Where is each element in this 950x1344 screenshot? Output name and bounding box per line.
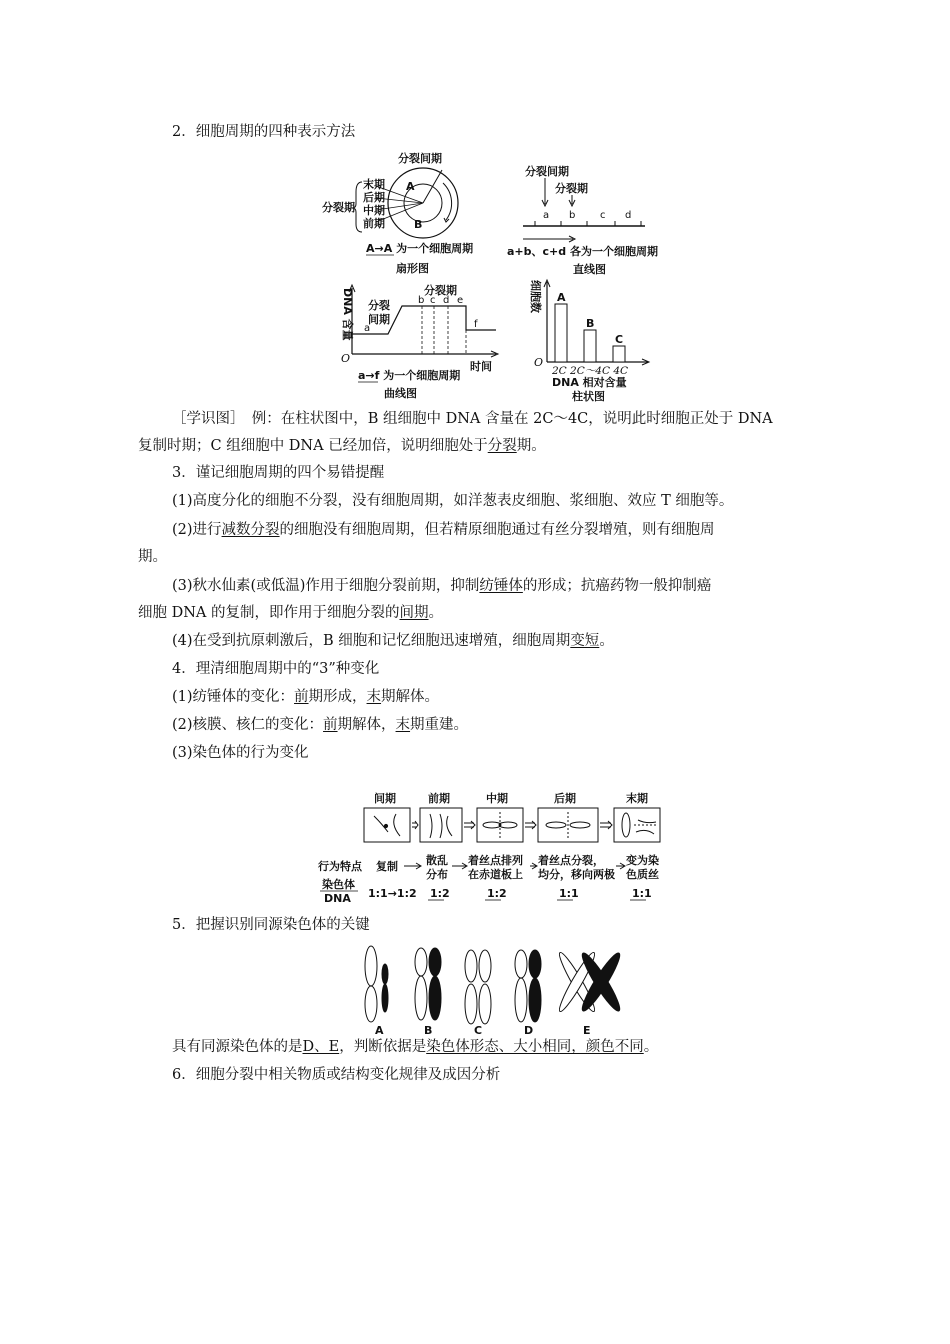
ratio-value: 1:1: [632, 887, 652, 900]
homolog-label: B: [424, 1024, 433, 1037]
ratio-value: 1:1: [559, 887, 579, 900]
homolog-text-a: 具有同源染色体的是: [172, 1039, 303, 1055]
reminder-3b: 的形成；抗癌药物一般抑制癌: [522, 578, 712, 594]
change-1a: (1)纺锤体的变化：: [172, 689, 295, 705]
heading-5: [172, 912, 852, 939]
behavior-label: 色质丝: [626, 868, 659, 881]
change-1-answer-2: 末: [366, 689, 382, 705]
bar-label: B: [586, 317, 595, 330]
curve-point-label: b: [418, 295, 425, 306]
heading-3: [172, 460, 852, 487]
ratio-label-bottom: DNA: [324, 892, 351, 905]
curve-ylabel: DNA 含量: [341, 288, 354, 341]
reminder-2a: (2)进行: [172, 522, 222, 538]
fan-note-text: 为一个细胞周期: [392, 242, 474, 255]
change-2: [172, 712, 852, 739]
reminder-2c: 期。: [138, 549, 167, 565]
fan-phase-label: 后期: [363, 191, 385, 204]
xueshi-line-2: [138, 433, 818, 460]
ratio-value: 1:2: [487, 887, 507, 900]
xueshi-line-1: [138, 406, 818, 433]
behavior-label: 复制: [376, 860, 398, 873]
reminder-3: [172, 573, 852, 600]
heading-5-text: 5．把握识别同源染色体的关键: [172, 917, 370, 933]
heading-6: [172, 1062, 852, 1089]
curve-interphase-2: 间期: [368, 313, 390, 326]
xueshi-text-2a: 复制时期；C 组细胞中 DNA 已经加倍，说明细胞处于: [138, 438, 488, 454]
homolog-label: D: [524, 1024, 534, 1037]
reminder-4a: (4)在受到抗原刺激后，B 细胞和记忆细胞迅速增殖，细胞周期: [172, 633, 571, 649]
bar-diagram: [522, 278, 652, 404]
homolog-label: A: [375, 1024, 384, 1037]
fan-note-prefix: A: [366, 242, 375, 255]
chromosome-behavior-diagram: [316, 788, 678, 906]
reminder-3-cont: [138, 600, 818, 627]
line-note: a+b、c+d 各为一个细胞周期: [507, 245, 658, 258]
reminder-2b: 的细胞没有细胞周期，但若精原细胞通过有丝分裂增殖，则有细胞周: [279, 522, 715, 538]
change-1: [172, 684, 852, 711]
behavior-label: 着丝点分裂，: [538, 854, 604, 867]
reminder-4-answer: 变短: [570, 633, 600, 649]
change-2b: 期解体，: [337, 717, 396, 733]
heading-4-text: 4．理清细胞周期中的“3”种变化: [172, 661, 380, 677]
behavior-label: 变为染: [626, 854, 659, 867]
curve-point-label: f: [474, 319, 478, 330]
change-3: [172, 740, 852, 767]
change-1c: 期解体。: [381, 689, 440, 705]
svg-text:A→A 为一个细胞周期: [366, 241, 473, 255]
ratio-label-top: 染色体: [322, 878, 355, 891]
fan-note-arrow: →: [374, 242, 384, 255]
line-label-interphase: 分裂间期: [525, 165, 569, 178]
phase-label: 间期: [374, 792, 396, 805]
reminder-1-text: (1)高度分化的细胞不分裂，没有细胞周期，如洋葱表皮细胞、浆细胞、效应 T 细胞等。: [172, 493, 734, 509]
behavior-label: 着丝点排列: [468, 854, 523, 867]
bar-xlabel: DNA 相对含量: [552, 376, 627, 389]
bar-label: C: [615, 333, 624, 346]
homolog-text-c: 。: [643, 1039, 659, 1055]
line-point-label: d: [625, 210, 632, 221]
homologous-chromosome-diagram: [355, 942, 625, 1038]
curve-point-label: a: [364, 323, 371, 334]
fan-note-mid: A: [383, 242, 393, 255]
change-2-answer-1: 前: [323, 717, 338, 733]
phase-label: 末期: [626, 792, 648, 805]
reminder-4b: 。: [599, 633, 614, 649]
heading-3-text: 3．谨记细胞周期的四个易错提醒: [172, 465, 385, 481]
ratio-value: 1:2: [430, 887, 450, 900]
line-point-label: b: [569, 210, 576, 221]
fan-phase-label: 中期: [363, 204, 385, 217]
fan-phase-label: 末期: [363, 178, 385, 191]
reminder-3c: 细胞 DNA 的复制，即作用于细胞分裂的: [138, 605, 400, 621]
fan-top-label: 分裂间期: [398, 152, 442, 165]
heading-4: [172, 656, 852, 683]
curve-mitosis-label: 分裂期: [424, 284, 457, 297]
reminder-3-answer-2: 间期: [399, 605, 429, 621]
bar-ylabel: 细胞数: [529, 280, 542, 313]
xueshi-text-1: ［学识图］ 例：在柱状图中，B 组细胞中 DNA 含量在 2C～4C，说明此时细胞正处于 DNA: [172, 411, 773, 427]
bar-caption: 柱状图: [572, 390, 605, 403]
change-3-text: (3)染色体的行为变化: [172, 745, 309, 761]
ratio-value: 1:1→1:2: [368, 887, 417, 900]
reminder-1: [172, 488, 852, 515]
line-point-label: a: [543, 210, 550, 221]
homolog-answer: [172, 1034, 852, 1061]
homolog-answer-1: D、E: [302, 1039, 340, 1055]
curve-diagram: [338, 282, 500, 402]
homolog-answer-2: 染色体形态、大小相同，颜色不同: [426, 1039, 644, 1055]
curve-point-label: c: [430, 295, 436, 306]
fan-diagram: [318, 148, 490, 276]
fan-point-a: A: [406, 180, 415, 193]
line-point-label: c: [600, 210, 606, 221]
xueshi-text-2b: 期。: [516, 438, 546, 454]
change-1-answer-1: 前: [294, 689, 309, 705]
change-2c: 期重建。: [410, 717, 469, 733]
change-2a: (2)核膜、核仁的变化：: [172, 717, 324, 733]
curve-caption: 曲线图: [384, 387, 417, 400]
curve-point-label: d: [443, 295, 450, 306]
change-1b: 期形成，: [308, 689, 367, 705]
bar-xticks: 2C 2C～4C 4C: [552, 365, 629, 377]
bar-label: A: [557, 291, 566, 304]
behavior-label: 分布: [426, 868, 448, 881]
behavior-label: 散乱: [426, 854, 448, 867]
reminder-2-cont: [138, 544, 818, 571]
reminder-3a: (3)秋水仙素(或低温)作用于细胞分裂前期，抑制: [172, 578, 480, 594]
reminder-3-answer-1: 纺锤体: [479, 578, 523, 594]
homolog-label: E: [583, 1024, 591, 1037]
fan-caption: 扇形图: [396, 262, 429, 275]
heading-2: [172, 119, 852, 146]
fan-side-label: 分裂期: [322, 201, 355, 214]
heading-2-text: 2．细胞周期的四种表示方法: [172, 124, 356, 140]
behavior-row-label: 行为特点: [318, 860, 362, 873]
line-label-mitosis: 分裂期: [555, 182, 588, 195]
fan-phase-label: 前期: [363, 217, 385, 230]
reminder-4: [172, 628, 852, 655]
heading-6-text: 6．细胞分裂中相关物质或结构变化规律及成因分析: [172, 1067, 501, 1083]
reminder-2: [172, 517, 852, 544]
fan-point-b: B: [414, 218, 423, 231]
curve-note: a→f 为一个细胞周期: [358, 369, 461, 382]
reminder-2-answer: 减数分裂: [221, 522, 280, 538]
curve-point-label: e: [457, 295, 464, 306]
line-caption: 直线图: [573, 263, 606, 276]
phase-label: 中期: [486, 792, 508, 805]
phase-label: 后期: [554, 792, 576, 805]
reminder-3d: 。: [428, 605, 444, 621]
behavior-label: 在赤道板上: [468, 868, 523, 881]
line-diagram: [505, 160, 665, 280]
bar-origin: O: [534, 356, 544, 369]
curve-interphase-1: 分裂: [368, 299, 390, 312]
xueshi-answer: 分裂: [487, 438, 517, 454]
behavior-label: 均分，移向两极: [538, 868, 615, 881]
curve-xlabel: 时间: [470, 360, 492, 373]
change-2-answer-2: 末: [395, 717, 411, 733]
curve-origin: O: [341, 352, 351, 365]
homolog-text-b: ，判断依据是: [339, 1039, 427, 1055]
homolog-label: C: [474, 1024, 483, 1037]
phase-label: 前期: [428, 792, 450, 805]
